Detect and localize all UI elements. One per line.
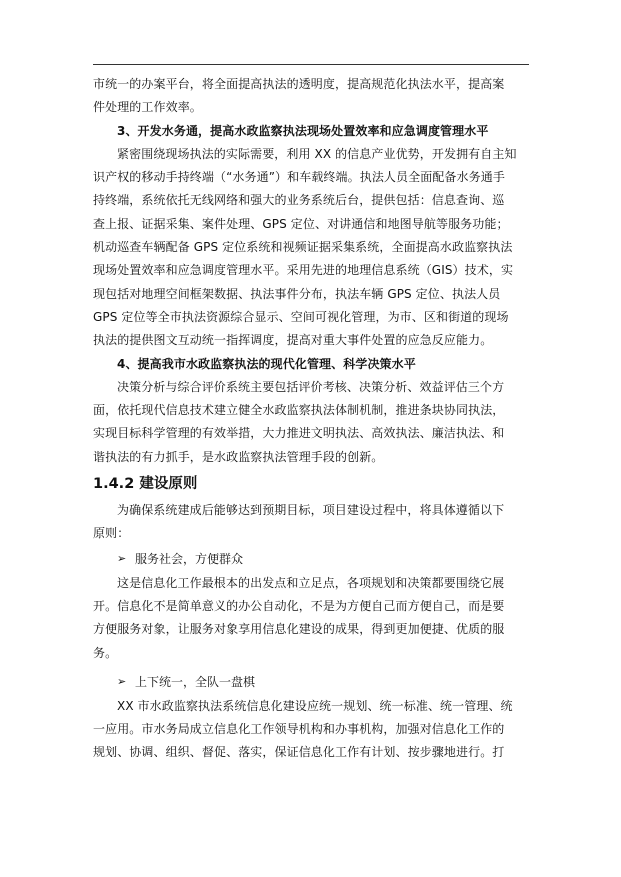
paragraph-line: 件处理的工作效率。	[93, 100, 202, 115]
header-rule	[93, 64, 529, 65]
paragraph-line: XX 市水政监察执法系统信息化建设应统一规划、统一标准、统一管理、统	[117, 698, 513, 713]
paragraph-line: 这是信息化工作最根本的出发点和立足点，各项规划和决策都要围绕它展	[117, 575, 505, 590]
section-title: 1.4.2 建设原则	[93, 476, 198, 493]
paragraph-line: 决策分析与综合评价系统主要包括评价考核、决策分析、效益评估三个方	[117, 379, 505, 394]
paragraph-line: 实现目标科学管理的有效举措，大力推进文明执法、高效执法、廉洁执法、和	[93, 426, 505, 441]
subheading-3: 3、开发水务通，提高水政监察执法现场处置效率和应急调度管理水平	[117, 123, 489, 138]
paragraph-line: 开。信息化不是简单意义的办公自动化，不是为方便自己而方便自己，而是要	[93, 598, 505, 613]
bullet-item	[93, 546, 529, 572]
paragraph-line: 执法的提供图文互动统一指挥调度，提高对重大事件处置的应急反应能力。	[93, 333, 493, 348]
arrow-bullet-icon: ➢	[117, 674, 127, 688]
bullet-label: 上下统一，全队一盘棋	[135, 674, 256, 689]
paragraph-line: 持终端，系统依托无线网络和强大的业务系统后台，提供包括：信息查询、巡	[93, 193, 505, 208]
paragraph-line: 谐执法的有力抓手，是水政监察执法管理手段的创新。	[93, 449, 384, 464]
paragraph-line: 一应用。市水务局成立信息化工作领导机构和办事机构，加强对信息化工作的	[93, 722, 505, 737]
document-body	[93, 73, 529, 765]
bullet-item	[93, 669, 529, 695]
paragraph-line: 识产权的移动手持终端（“水务通”）和车载终端。执法人员全面配备水务通手	[93, 170, 505, 185]
paragraph-line: 现包括对地理空间框架数据、执法事件分布，执法车辆 GPS 定位、执法人员	[93, 286, 501, 301]
paragraph-line: 面，依托现代信息技术建立健全水政监察执法体制机制，推进条块协同执法，	[93, 403, 505, 418]
paragraph-line: 紧密围绕现场执法的实际需要，利用 XX 的信息产业优势，开发拥有自主知	[117, 146, 517, 161]
paragraph-line: 为确保系统建成后能够达到预期目标，项目建设过程中，将具体遵循以下	[117, 503, 505, 518]
bullet-label: 服务社会，方便群众	[135, 551, 244, 566]
paragraph-line: 市统一的办案平台，将全面提高执法的透明度，提高规范化执法水平，提高案	[93, 77, 505, 91]
subheading-4: 4、提高我市水政监察执法的现代化管理、科学决策水平	[117, 356, 416, 371]
paragraph-line: GPS 定位等全市执法资源综合显示、空间可视化管理，为市、区和街道的现场	[93, 309, 509, 324]
paragraph-line: 原则：	[93, 526, 130, 541]
paragraph-line: 方便服务对象，让服务对象享用信息化建设的成果，得到更加便捷、优质的服	[93, 622, 505, 637]
paragraph-line: 查上报、证据采集、案件处理、GPS 定位、对讲通信和地图导航等服务功能；	[93, 216, 509, 231]
paragraph-line: 机动巡查车辆配备 GPS 定位系统和视频证据采集系统，全面提高水政监察执法	[93, 240, 513, 255]
paragraph-line: 务。	[93, 645, 118, 660]
paragraph-line: 规划、协调、组织、督促、落实，保证信息化工作有计划、按步骤地进行。打	[93, 745, 505, 760]
arrow-bullet-icon: ➢	[117, 551, 127, 565]
paragraph-line: 现场处置效率和应急调度管理水平。采用先进的地理信息系统（GIS）技术，实	[93, 263, 514, 278]
